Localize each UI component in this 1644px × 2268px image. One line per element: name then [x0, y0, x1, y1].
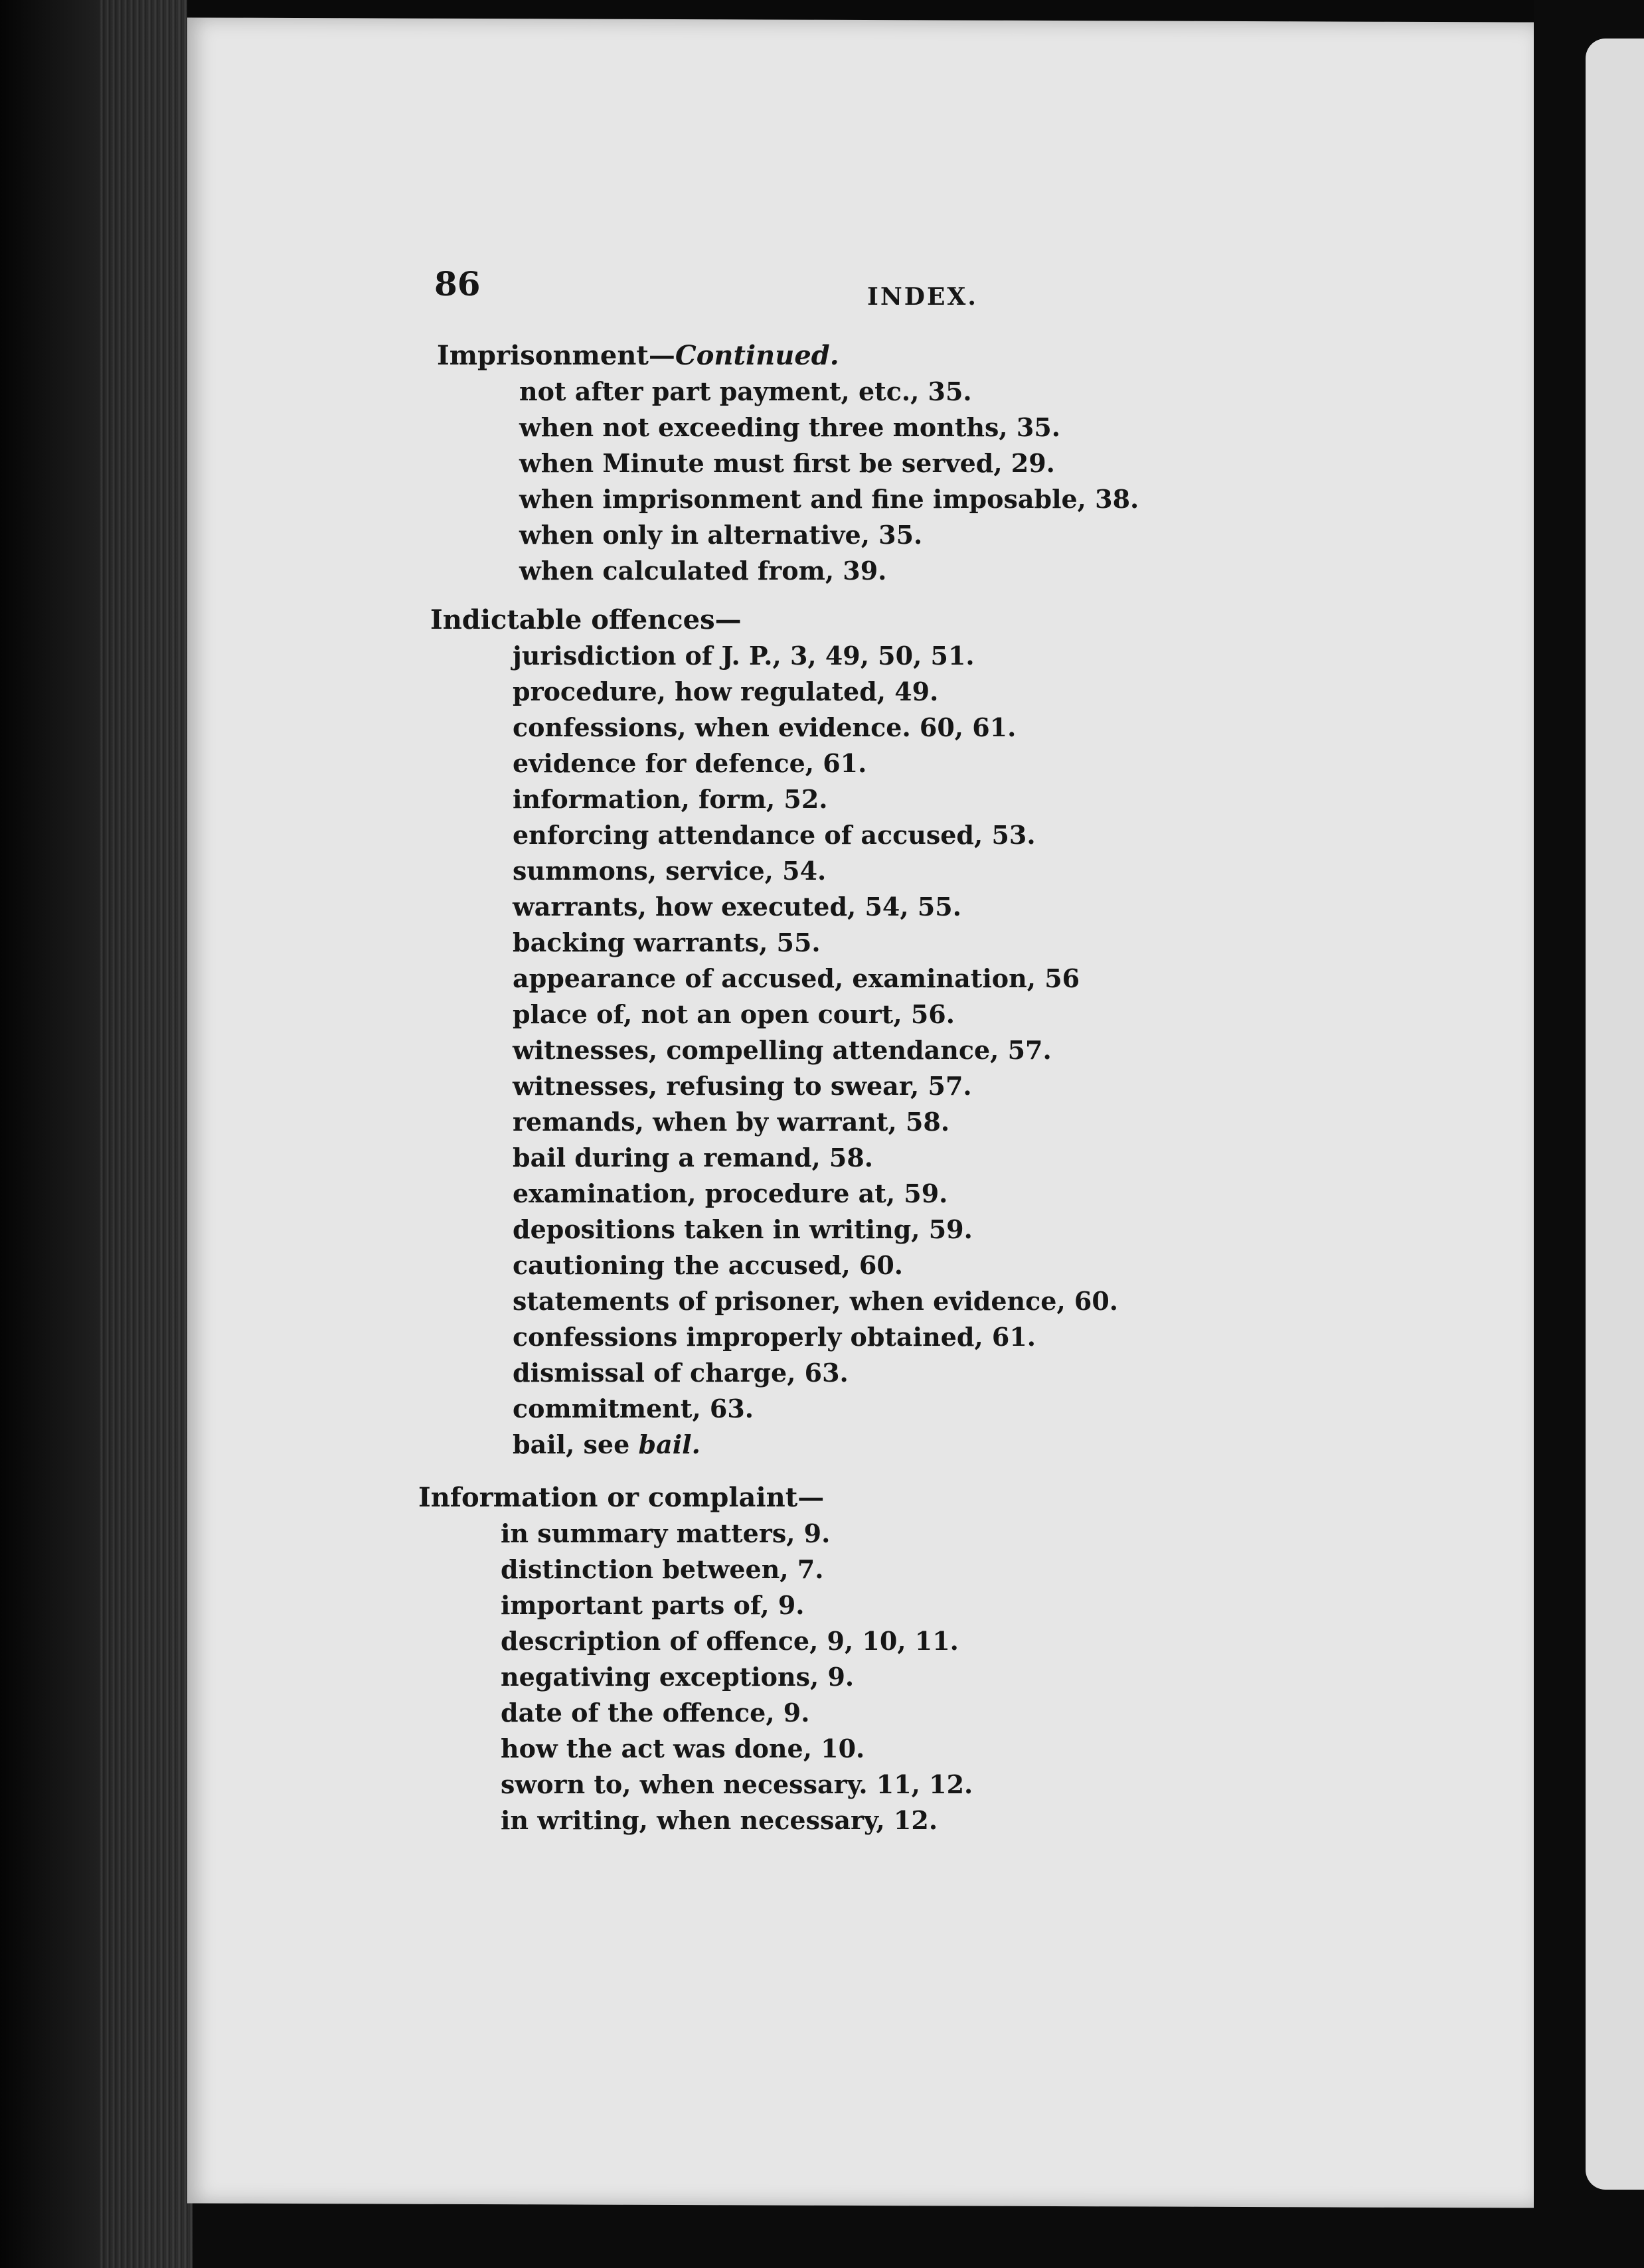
index-subentry: important parts of, 9.	[501, 1590, 805, 1620]
index-subentry: procedure, how regulated, 49.	[513, 677, 939, 706]
entry-heading	[430, 604, 1559, 635]
index-subentry: date of the offence, 9.	[501, 1698, 810, 1728]
index-subentry: bail during a remand, 58.	[513, 1143, 874, 1173]
page-number: 86	[434, 264, 481, 303]
index-subentry: when calculated from, 39.	[519, 556, 887, 586]
index-subentry: how the act was done, 10.	[501, 1734, 865, 1763]
entry-heading-text: Information or complaint—	[418, 1482, 825, 1513]
index-subentry: information, form, 52.	[513, 784, 828, 814]
index-subentry: when imprisonment and fine imposable, 38.	[519, 484, 1139, 514]
entry-heading	[418, 1482, 1547, 1513]
entry-heading-continued: Continued.	[675, 340, 839, 371]
index-subentry: remands, when by warrant, 58.	[513, 1107, 950, 1137]
index-subentry: when Minute must first be served, 29.	[519, 448, 1055, 478]
index-subentry: statements of prisoner, when evidence, 60.	[513, 1286, 1119, 1316]
index-subentry: confessions, when evidence. 60, 61.	[513, 712, 1017, 742]
index-subentry: when only in alternative, 35.	[519, 520, 923, 550]
subentry-cross-reference: bail.	[638, 1429, 700, 1459]
index-subentry: jurisdiction of J. P., 3, 49, 50, 51.	[513, 641, 975, 671]
index-subentry: summons, service, 54.	[513, 856, 827, 886]
index-subentry: depositions taken in writing, 59.	[513, 1214, 973, 1244]
index-subentry: backing warrants, 55.	[513, 928, 821, 957]
index-subentry: witnesses, compelling attendance, 57.	[513, 1035, 1052, 1065]
index-entry-imprisonment	[437, 340, 1566, 589]
index-subentry: distinction between, 7.	[501, 1554, 824, 1584]
index-subentry: not after part payment, etc., 35.	[519, 376, 972, 406]
index-subentry: cautioning the accused, 60.	[513, 1250, 904, 1280]
index-subentry: warrants, how executed, 54, 55.	[513, 892, 961, 922]
index-subentry: dismissal of charge, 63.	[513, 1358, 849, 1388]
entry-heading-text: Imprisonment—	[437, 340, 675, 371]
index-subentry: negativing exceptions, 9.	[501, 1662, 855, 1692]
index-subentry: description of offence, 9, 10, 11.	[501, 1626, 959, 1656]
index-subentry: evidence for defence, 61.	[513, 748, 867, 778]
index-subentry: witnesses, refusing to swear, 57.	[513, 1071, 972, 1101]
index-entry-indictable-offences	[430, 604, 1559, 1463]
index-subentry: examination, procedure at, 59.	[513, 1178, 948, 1208]
index-entry-information-or-complaint	[418, 1482, 1547, 1838]
index-subentry-bail	[513, 1427, 1559, 1463]
index-subentry: enforcing attendance of accused, 53.	[513, 820, 1036, 850]
index-subentry: in writing, when necessary, 12.	[501, 1805, 938, 1835]
index-subentry: confessions improperly obtained, 61.	[513, 1322, 1036, 1352]
entry-heading	[437, 340, 1566, 371]
subentry-text: bail, see	[513, 1429, 639, 1459]
index-subentry: when not exceeding three months, 35.	[519, 412, 1060, 442]
index-subentry: in summary matters, 9.	[501, 1518, 831, 1548]
index-subentry: appearance of accused, examination, 56	[513, 963, 1080, 993]
index-subentry: place of, not an open court, 56.	[513, 999, 955, 1029]
running-head: INDEX.	[867, 283, 978, 311]
entry-heading-text: Indictable offences—	[430, 604, 742, 635]
index-subentry: sworn to, when necessary. 11, 12.	[501, 1769, 973, 1799]
index-subentry: commitment, 63.	[513, 1394, 754, 1423]
